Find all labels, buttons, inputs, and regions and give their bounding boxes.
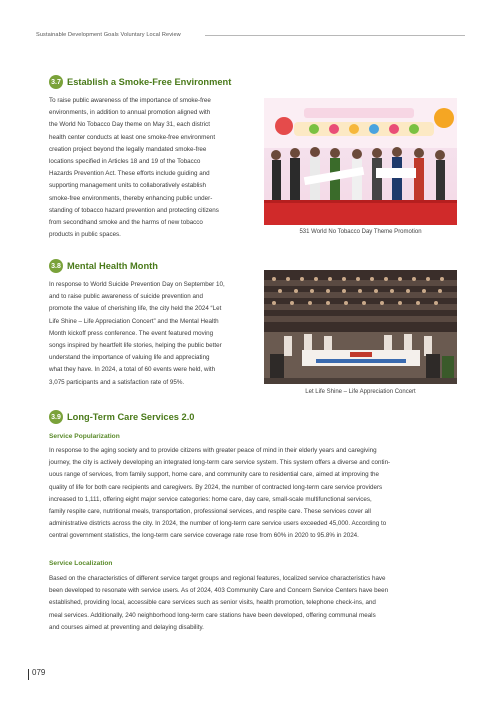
subheading-service-localization: Service Localization [49, 560, 113, 567]
section-title: Mental Health Month [67, 261, 158, 271]
section-heading-mental-health [49, 259, 158, 273]
tobacco-day-photo [264, 98, 457, 225]
section-number-badge: 3.8 [49, 259, 63, 273]
section-number-badge: 3.9 [49, 410, 63, 424]
header-rule [205, 35, 465, 36]
section-heading-smoke-free [49, 75, 231, 89]
concert-photo [264, 270, 457, 384]
smoke-free-paragraph: To raise public awareness of the importance of smoke-free environments, in addition to annual promotion aligned with the World No Tobacco Day theme on May 31, each district health center conducts at least one smoke-free environment creation project beyond the legally mandated smoke-free locations specified in Articles 18 and 19 of the Tobacco Hazards Prevention Act. These efforts include guiding and supporting management units to collaboratively establish smoke-free environments, thereby enhancing public under- standing of tobacco hazard prevention and protecting citizens from secondhand smoke and the harms of new tobacco products in public spaces. [49, 97, 219, 239]
tobacco-day-caption: 531 World No Tobacco Day Theme Promotion [299, 229, 422, 235]
mental-health-paragraph: In response to World Suicide Prevention Day on September 10, and to raise public awareness of suicide prevention and promote the value of cherishing life, the city held the 2024 “Let Life Shine – Life Appreciation Concert” and the Mental Health Month kickoff press conference. The event featured moving songs inspired by heartfelt life stories, helping the public better understand the importance of valuing life and appreciating what they have. In 2024, a total of 60 events were held, with 3,075 participants and a satisfaction rate of 95%. [49, 281, 225, 386]
section-title: Long-Term Care Services 2.0 [67, 412, 195, 422]
running-header: Sustainable Development Goals Voluntary Local Review [36, 32, 181, 38]
subheading-service-popularization: Service Popularization [49, 433, 120, 440]
service-popularization-paragraph: In response to the aging society and to provide citizens with greater peace of mind in their elderly years and caregiving journey, the city is actively developing an integrated long-term care service system. This system offers a diverse and contin- uous range of services, from family support, home care, and community care to residential care, aimed at improving the quality of life for both care recipients and caregivers. By 2024, the number of contracted long-term care service providers increased to 1,111, offering eight major service categories: home care, day care, small-scale multifunctional services, family respite care, nutritional meals, transportation, professional services, and respite care. These services cover all administrative districts across the city. In 2024, the number of long-term care service users exceeded 45,000. According to central government statistics, the long-term care service coverage rate rose from 60% in 2020 to 95.8% in 2024. [49, 447, 391, 540]
page-number-bar [28, 669, 29, 680]
section-heading-long-term-care [49, 410, 194, 424]
page-number: 079 [32, 668, 46, 677]
section-title: Establish a Smoke-Free Environment [67, 77, 232, 87]
section-number-badge: 3.7 [49, 75, 63, 89]
service-localization-paragraph: Based on the characteristics of different service target groups and regional features, localized service characteristics have been developed to resonate with service users. As of 2024, 403 Community Care and Concern Service Centers have been established, providing local, accessible care services such as senior visits, health promotion, telephone check-ins, and meal services. Additionally, 240 neighborhood long-term care stations have been developed, offering communal meals and courses aimed at preventing and delaying disability. [49, 575, 389, 631]
concert-caption: Let Life Shine – Life Appreciation Concert [305, 389, 416, 395]
